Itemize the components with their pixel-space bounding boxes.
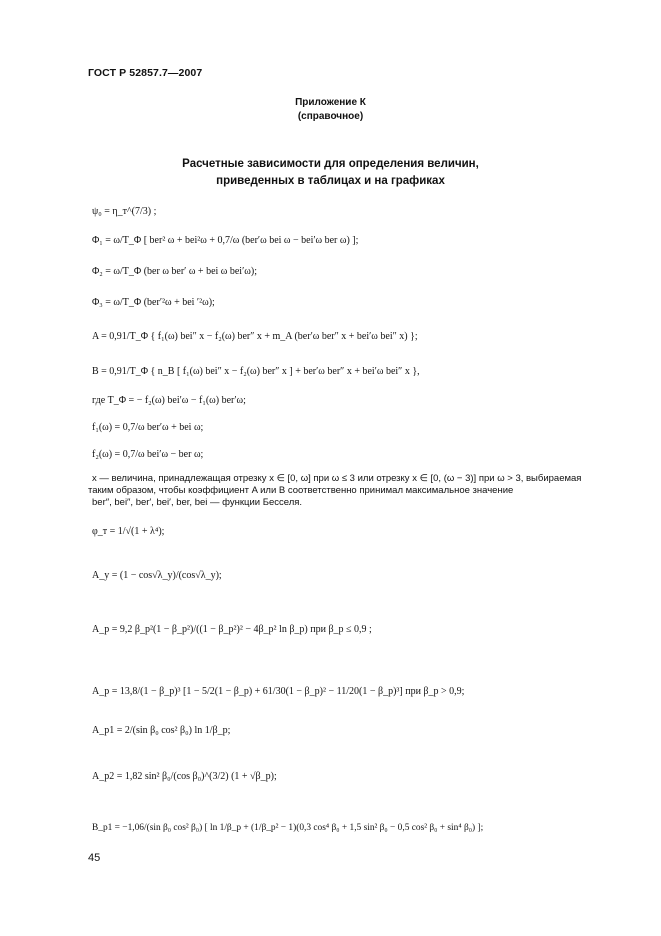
formula-phi-t: φ_т = 1/√(1 + λ⁴); bbox=[92, 526, 165, 537]
formula-phi2: Φ₂ = ω/T_Φ (ber ω ber′ ω + bei ω bei′ω); bbox=[92, 266, 257, 277]
page-number: 45 bbox=[88, 852, 101, 864]
formula-B: B = 0,91/T_Φ { n_B [ f₁(ω) bei″ x − f₂(ω) ber″ x ] + ber′ω ber″ x + bei′ω bei″ x }, bbox=[92, 366, 420, 377]
paragraph-line2: таким образом, чтобы коэффициент A или B соответственно принимал максимальное значение bbox=[88, 485, 514, 496]
formula-TPhi: где T_Φ = − f₂(ω) bei′ω − f₁(ω) ber′ω; bbox=[92, 395, 246, 406]
appendix-title: Приложение К bbox=[295, 97, 366, 108]
formula-Ap-low: A_р = 9,2 β_р²(1 − β_р²)/((1 − β_р²)² − 4β_р² ln β_р) при β_р ≤ 0,9 ; bbox=[92, 624, 372, 635]
paragraph-line3: ber″, bei″, ber′, bei′, ber, bei — функции Бесселя. bbox=[92, 497, 303, 508]
formula-A: A = 0,91/T_Φ { f₁(ω) bei″ x − f₂(ω) ber″ x + m_A (ber′ω ber″ x + bei′ω bei″ x) }; bbox=[92, 331, 418, 342]
section-title-line1: Расчетные зависимости для определения величин, bbox=[182, 158, 479, 170]
formula-Ap1: A_р1 = 2/(sin β₀ cos² β₀) ln 1/β_р; bbox=[92, 725, 231, 736]
paragraph-line1: x — величина, принадлежащая отрезку x ∈ [0, ω] при ω ≤ 3 или отрезку x ∈ [0, (ω − 3)] при ω > 3, выбираемая bbox=[92, 473, 582, 484]
formula-f2: f₂(ω) = 0,7/ω bei′ω − ber ω; bbox=[92, 449, 204, 460]
formula-psi0: ψ₀ = η_т^(7/3) ; bbox=[92, 206, 157, 217]
formula-Ay: A_y = (1 − cos√λ_y)/(cos√λ_y); bbox=[92, 570, 222, 581]
formula-phi1: Φ₁ = ω/T_Φ [ ber² ω + bei²ω + 0,7/ω (ber′ω bei ω − bei′ω ber ω) ]; bbox=[92, 235, 359, 246]
formula-phi3: Φ₃ = ω/T_Φ (ber′²ω + bei ′²ω); bbox=[92, 297, 215, 308]
appendix-subtitle: (справочное) bbox=[297, 111, 364, 122]
formula-Ap-high: A_р = 13,8/(1 − β_р)³ [1 − 5/2(1 − β_р) + 61/30(1 − β_р)² − 11/20(1 − β_р)³] при β_р > 0,9; bbox=[92, 686, 465, 697]
section-title-line2: приведенных в таблицах и на графиках bbox=[216, 175, 445, 187]
document-header: ГОСТ Р 52857.7—2007 bbox=[88, 67, 203, 79]
formula-Bp1: B_р1 = −1,06/(sin β₀ cos² β₀) [ ln 1/β_р + (1/β_р² − 1)(0,3 cos⁴ β₀ + 1,5 sin² β₀ − 0,5 cos² β₀ + sin⁴ β₀) ]; bbox=[92, 823, 484, 833]
formula-f1: f₁(ω) = 0,7/ω ber′ω + bei ω; bbox=[92, 422, 204, 433]
formula-Ap2: A_р2 = 1,82 sin² β₀/(cos β₀)^(3/2) (1 + √β_р); bbox=[92, 771, 277, 782]
